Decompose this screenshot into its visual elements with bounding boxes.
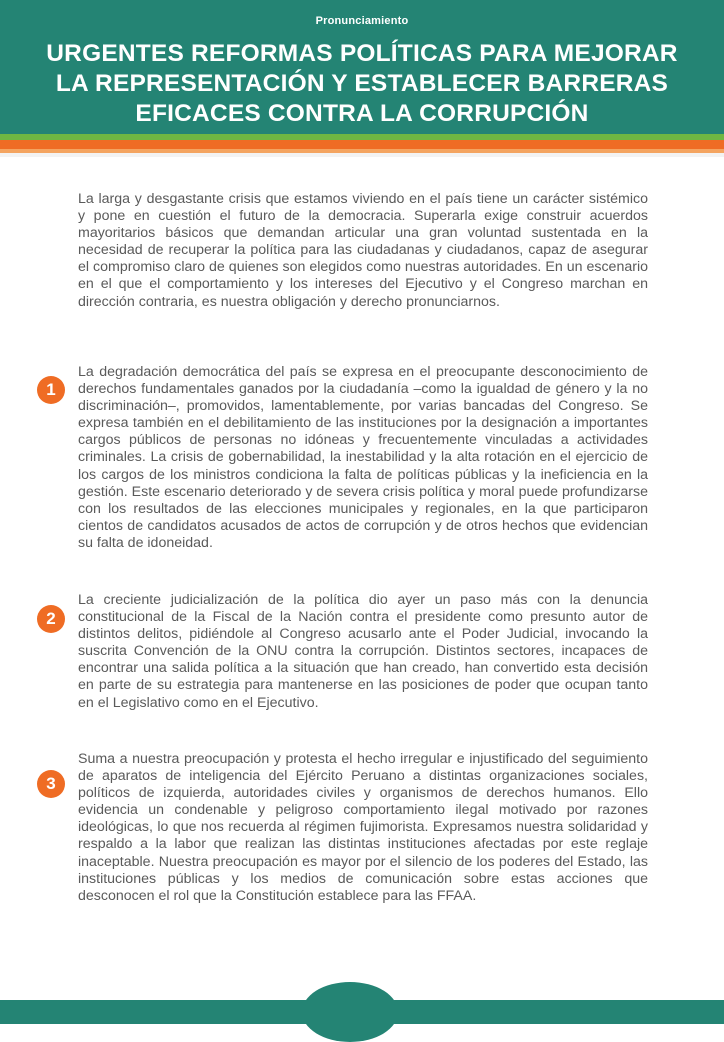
item-1-number-badge: 1 — [37, 376, 65, 404]
section-kicker: Pronunciamiento — [315, 15, 409, 27]
page-title: URGENTES REFORMAS POLÍTICAS PARA MEJORAR LA REPRESENTACIÓN Y ESTABLECER BARRERAS EFICACES CONTRA LA CORRUPCIÓN — [46, 40, 678, 127]
intro-paragraph: La larga y desgastante crisis que estamos viviendo en el país tiene un carácter sistémico y pone en cuestión el futuro de la democracia. Superarla exige construir acuerdos mayoritarios básicos que demandan articular una gran voluntad sustentada en la necesidad de recuperar la política para las ciudadanas y ciudadanos, capaz de asegurar el compromiso claro de quienes son elegidos como nuestras autoridades. En un escenario en el que el comportamiento y los intereses del Ejecutivo y el Congreso marchan en dirección contraria, es nuestra obligación y derecho pronunciarnos. — [78, 191, 648, 310]
decorative-stripe-orange — [0, 140, 724, 149]
item-2-number-badge: 2 — [37, 605, 65, 633]
footer-band — [0, 1000, 724, 1024]
decorative-stripe-shadow — [0, 153, 724, 157]
header-banner — [0, 0, 724, 134]
item-3-number-badge: 3 — [37, 770, 65, 798]
item-3-paragraph: Suma a nuestra preocupación y protesta el hecho irregular e injustificado del seguimiento de aparatos de inteligencia del Ejército Peruano a distintas organizaciones sociales, políticos de izquierda, autoridades civiles y organismos de derechos humanos. Ello evidencia un condenable y peligroso comportamiento ilegal motivado por razones ideológicas, lo que nos recuerda al régimen fujimorista. Expresamos nuestra solidaridad y respaldo a la labor que realizan las distintas instituciones afectadas por este reglaje inaceptable. Nuestra preocupación es mayor por el silencio de los poderes del Estado, las instituciones públicas y los medios de comunicación sobre estas acciones que desconocen el rol que la Constitución establece para las FFAA. — [78, 751, 648, 904]
item-1-paragraph: La degradación democrática del país se expresa en el preocupante desconocimiento de derechos fundamentales ganados por la ciudadanía –como la igualdad de género y la no discriminación–, promovidos, lamentablemente, por varias bancadas del Congreso. Se expresa también en el debilitamiento de las instituciones por la designación a importantes cargos públicos de personas no idóneas y frecuentemente vinculadas a actividades criminales. La crisis de gobernabilidad, la inestabilidad y la alta rotación en el ejercicio de los cargos de los ministros condiciona la falta de políticas públicas y la ineficiencia en la gestión. Este escenario deteriorado y de severa crisis política y moral puede profundizarse con los resultados de las elecciones municipales y regionales, en la que participaron cientos de candidatos acusados de actos de corrupción y de otros hechos que evidencian su falta de idoneidad. — [78, 364, 648, 551]
item-2-paragraph: La creciente judicialización de la política dio ayer un paso más con la denuncia constitucional de la Fiscal de la Nación contra el presidente como presunto autor de distintos delitos, pidiéndole al Congreso acusarlo ante el Poder Judicial, invocando la suscrita Convención de la ONU contra la corrupción. Distintos sectores, incapaces de encontrar una salida política a la situación que han creado, han convertido esta decisión en parte de su estrategia para mantenerse en las posiciones de poder que ocupan tanto en el Legislativo como en el Ejecutivo. — [78, 592, 648, 711]
